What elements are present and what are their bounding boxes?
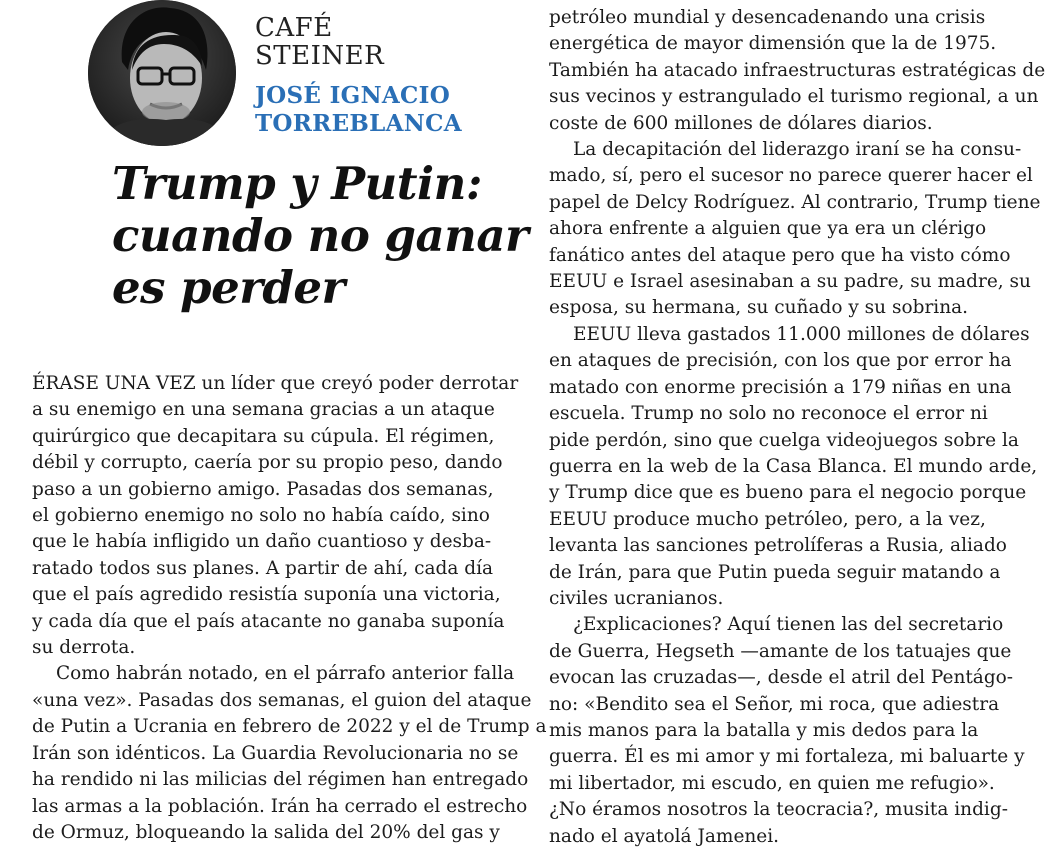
body-text-line: su derrota. bbox=[32, 637, 136, 659]
body-text-line: También ha atacado infraestructuras estratégicas de bbox=[549, 59, 1046, 81]
body-text-line: ¿Explicaciones? Aquí tienen las del secretario bbox=[573, 614, 1004, 636]
body-text-line: esposa, su hermana, su cuñado y su sobrina. bbox=[549, 297, 969, 319]
body-text-line: mi libertador, mi escudo, en quien me refugio». bbox=[549, 772, 995, 794]
author-portrait bbox=[88, 0, 236, 146]
article-headline bbox=[112, 158, 532, 314]
body-text-line: guerra en la web de la Casa Blanca. El mundo arde, bbox=[549, 455, 1038, 477]
headline-line: es perder bbox=[112, 261, 345, 314]
body-text-line: fanático antes del ataque pero que ha visto cómo bbox=[549, 244, 1011, 266]
body-text-line: pide perdón, sino que cuelga videojuegos sobre la bbox=[549, 429, 1019, 451]
column-name-line: CAFÉ bbox=[255, 13, 333, 43]
body-text-line: petróleo mundial y desencadenando una crisis bbox=[549, 7, 986, 28]
article-body-left-column bbox=[32, 371, 547, 846]
body-text-line: coste de 600 millones de dólares diarios. bbox=[549, 112, 933, 134]
body-text-line: de Guerra, Hegseth —amante de los tatuajes que bbox=[549, 640, 1012, 662]
body-text-line: débil y corrupto, caería por su propio peso, dando bbox=[32, 452, 503, 474]
body-text-line: «una vez». Pasadas dos semanas, el guion del ataque bbox=[32, 689, 532, 711]
body-text-line: y cada día que el país atacante no ganaba suponía bbox=[32, 610, 505, 632]
body-text-line: mis manos para la batalla y mis dedos para la bbox=[549, 719, 979, 741]
body-text-line: papel de Delcy Rodríguez. Al contrario, Trump tiene bbox=[549, 191, 1041, 213]
body-text-line: EEUU produce mucho petróleo, pero, a la vez, bbox=[549, 508, 986, 530]
body-text-line: ahora enfrente a alguien que ya era un clérigo bbox=[549, 218, 987, 240]
headline-line: Trump y Putin: bbox=[112, 157, 482, 210]
body-text-line: EEUU e Israel asesinaban a su padre, su madre, su bbox=[549, 271, 1031, 293]
body-text-line: guerra. Él es mi amor y mi fortaleza, mi baluarte y bbox=[549, 746, 1025, 768]
body-text-line: sus vecinos y estrangulado el turismo regional, a un bbox=[549, 86, 1039, 108]
body-text-line: de Ormuz, bloqueando la salida del 20% del gas y bbox=[32, 821, 500, 843]
body-text-line: quirúrgico que decapitara su cúpula. El régimen, bbox=[32, 425, 495, 447]
body-text-line: el gobierno enemigo no solo no había caído, sino bbox=[32, 505, 490, 527]
body-text-line: levanta las sanciones petrolíferas a Rusia, aliado bbox=[549, 535, 1007, 557]
author-byline bbox=[255, 82, 462, 138]
body-text-line: La decapitación del liderazgo iraní se ha consu- bbox=[573, 139, 1022, 161]
body-text-line: ratado todos sus planes. A partir de ahí, cada día bbox=[32, 557, 494, 579]
body-text-line: energética de mayor dimensión que la de 1975. bbox=[549, 33, 997, 55]
body-text-line: civiles ucranianos. bbox=[549, 587, 724, 609]
body-text-line: mado, sí, pero el sucesor no parece querer hacer el bbox=[549, 165, 1033, 187]
body-text-line: que el país agredido resistía suponía una victoria, bbox=[32, 584, 501, 606]
body-text-line: Irán son idénticos. La Guardia Revolucionaria no se bbox=[32, 742, 519, 764]
body-text-line: paso a un gobierno amigo. Pasadas dos semanas, bbox=[32, 478, 494, 500]
headline-line: cuando no ganar bbox=[112, 209, 529, 262]
body-text-line: ¿No éramos nosotros la teocracia?, musita indig- bbox=[549, 799, 1008, 821]
body-text-line: escuela. Trump no solo no reconoce el error ni bbox=[549, 403, 988, 425]
body-text-line: a su enemigo en una semana gracias a un ataque bbox=[32, 399, 495, 421]
body-text-line: no: «Bendito sea el Señor, mi roca, que adiestra bbox=[549, 693, 1000, 715]
body-text-line: EEUU lleva gastados 11.000 millones de dólares bbox=[573, 323, 1030, 345]
author-portrait-image bbox=[88, 0, 236, 146]
body-text-line: de Putin a Ucrania en febrero de 2022 y el de Trump a bbox=[32, 716, 547, 738]
author-name-line: TORREBLANCA bbox=[255, 110, 462, 137]
body-text-line: nado el ayatolá Jamenei. bbox=[549, 825, 780, 847]
article-body-right-column bbox=[549, 5, 1046, 850]
author-name-line: JOSÉ IGNACIO bbox=[255, 82, 451, 109]
body-text-line: y Trump dice que es bueno para el negocio porque bbox=[549, 482, 1027, 504]
body-text-line: de Irán, para que Putin pueda seguir matando a bbox=[549, 561, 1001, 583]
body-text-line: Como habrán notado, en el párrafo anterior falla bbox=[56, 663, 515, 685]
body-text-line: las armas a la población. Irán ha cerrado el estrecho bbox=[32, 795, 528, 817]
body-text-line: ha rendido ni las milicias del régimen han entregado bbox=[32, 769, 529, 791]
body-text-line: que le había infligido un daño cuantioso y desba- bbox=[32, 531, 492, 553]
body-text-line: evocan las cruzadas—, desde el atril del Pentágo- bbox=[549, 667, 1014, 689]
column-name-line: STEINER bbox=[255, 41, 385, 71]
body-text-line: matado con enorme precisión a 179 niñas en una bbox=[549, 376, 1012, 398]
body-text-line: en ataques de precisión, con los que por error ha bbox=[549, 350, 1012, 372]
body-text-line: ÉRASE UNA VEZ un líder que creyó poder derrotar bbox=[32, 373, 519, 394]
column-name bbox=[255, 14, 384, 70]
